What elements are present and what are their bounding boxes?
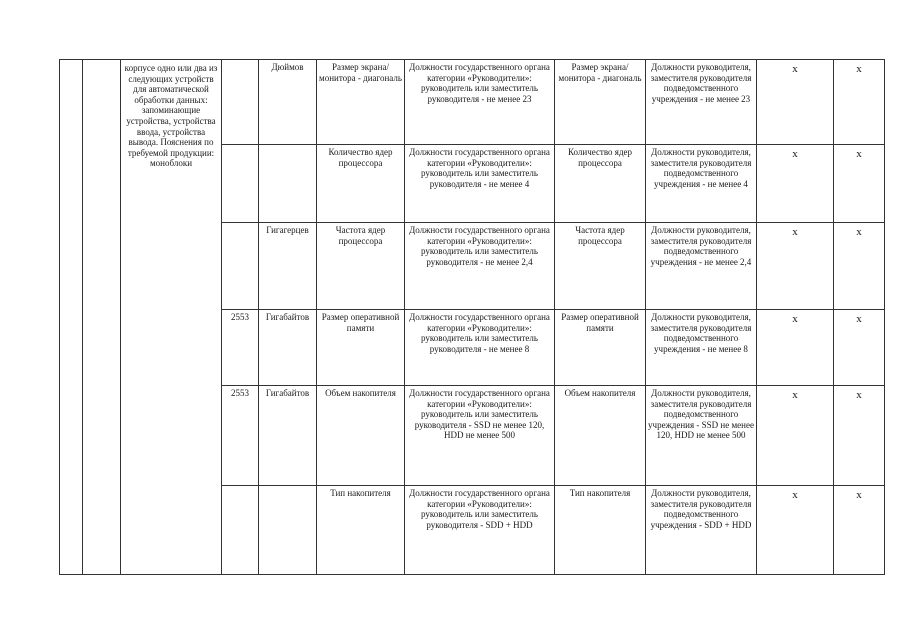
code-cell [222, 60, 259, 145]
x-mark: x [757, 486, 834, 575]
characteristic2-cell: Частота ядер процессора [555, 223, 646, 310]
specs-table [59, 59, 885, 575]
unit-cell: Гигабайтов [259, 310, 317, 386]
characteristic-cell: Размер экрана/монитора - диагональ [317, 60, 405, 145]
x-mark: x [757, 310, 834, 386]
category-cell: Должности государственного органа категории «Руководители»: руководитель или заместитель руководителя - не менее 2,4 [405, 223, 555, 310]
characteristic2-cell: Тип накопителя [555, 486, 646, 575]
x-mark: x [834, 60, 885, 145]
unit-cell: Гигагерцев [259, 223, 317, 310]
value2-cell: Должности руководителя, заместителя руководителя подведомственного учреждения - не менее 23 [646, 60, 757, 145]
characteristic2-cell: Размер экрана/монитора - диагональ [555, 60, 646, 145]
value2-cell: Должности руководителя, заместителя руководителя подведомственного учреждения - не менее 8 [646, 310, 757, 386]
code-cell [222, 145, 259, 223]
unit-cell [259, 145, 317, 223]
characteristic-cell: Частота ядер процессора [317, 223, 405, 310]
table-row [60, 60, 885, 145]
value2-cell: Должности руководителя, заместителя руководителя подведомственного учреждения - SSD не менее 120, HDD не менее 500 [646, 386, 757, 486]
empty-cell [60, 60, 83, 575]
x-mark: x [834, 310, 885, 386]
category-cell: Должности государственного органа категории «Руководители»: руководитель или заместитель руководителя - не менее 8 [405, 310, 555, 386]
empty-cell [83, 60, 121, 575]
code-cell [222, 486, 259, 575]
characteristic2-cell: Объем накопителя [555, 386, 646, 486]
code-cell [222, 223, 259, 310]
x-mark: x [834, 145, 885, 223]
category-cell: Должности государственного органа категории «Руководители»: руководитель или заместитель руководителя - не менее 4 [405, 145, 555, 223]
category-cell: Должности государственного органа категории «Руководители»: руководитель или заместитель руководителя - SDD + HDD [405, 486, 555, 575]
category-cell: Должности государственного органа категории «Руководители»: руководитель или заместитель руководителя - не менее 23 [405, 60, 555, 145]
unit-cell: Дюймов [259, 60, 317, 145]
code-cell: 2553 [222, 310, 259, 386]
characteristic-cell: Размер оперативной памяти [317, 310, 405, 386]
characteristic2-cell: Размер оперативной памяти [555, 310, 646, 386]
x-mark: x [834, 486, 885, 575]
value2-cell: Должности руководителя, заместителя руководителя подведомственного учреждения - не менее 4 [646, 145, 757, 223]
x-mark: x [757, 145, 834, 223]
characteristic-cell: Тип накопителя [317, 486, 405, 575]
x-mark: x [757, 386, 834, 486]
value2-cell: Должности руководителя, заместителя руководителя подведомственного учреждения - SDD + HDD [646, 486, 757, 575]
code-cell: 2553 [222, 386, 259, 486]
unit-cell [259, 486, 317, 575]
x-mark: x [834, 386, 885, 486]
characteristic2-cell: Количество ядер процессора [555, 145, 646, 223]
unit-cell: Гигабайтов [259, 386, 317, 486]
x-mark: x [757, 60, 834, 145]
category-cell: Должности государственного органа категории «Руководители»: руководитель или заместитель руководителя - SSD не менее 120, HDD не менее 500 [405, 386, 555, 486]
value2-cell: Должности руководителя, заместителя руководителя подведомственного учреждения - не менее 2,4 [646, 223, 757, 310]
characteristic-cell: Количество ядер процессора [317, 145, 405, 223]
x-mark: x [834, 223, 885, 310]
characteristic-cell: Объем накопителя [317, 386, 405, 486]
x-mark: x [757, 223, 834, 310]
product-description: корпусе одно или два из следующих устройств для автоматической обработки данных: запоминающие устройства, устройства ввода, устройства вывода. Пояснения по требуемой продукции: моноблоки [121, 60, 222, 575]
